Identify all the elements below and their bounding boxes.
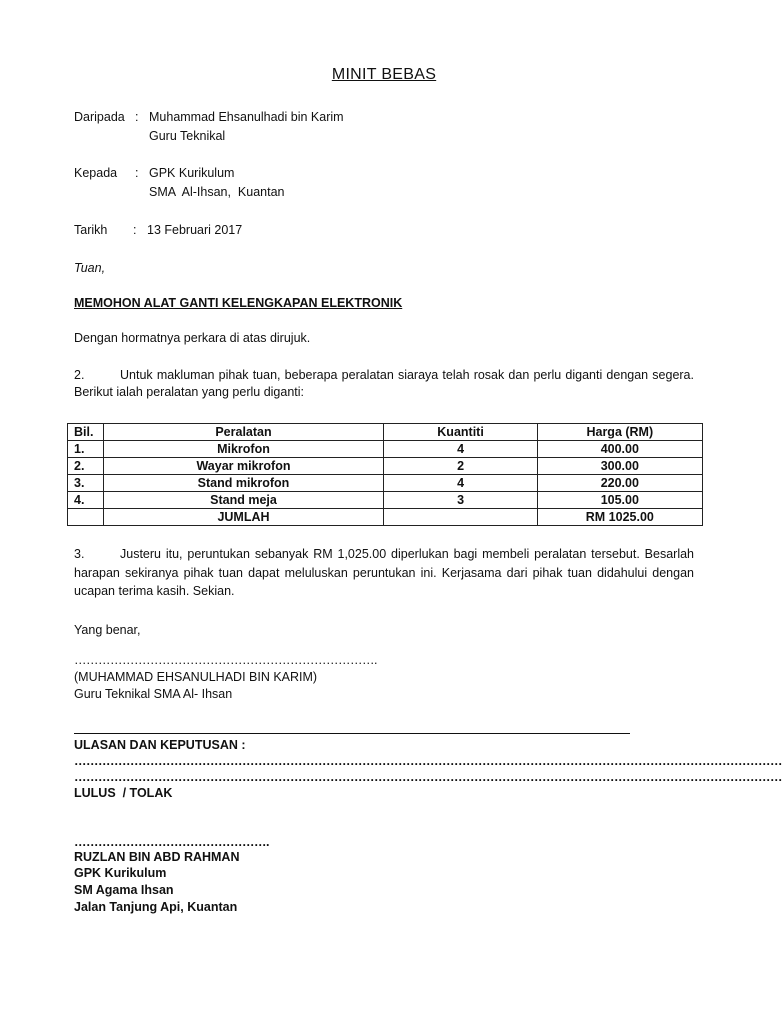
row-quantity: 4 — [384, 441, 537, 458]
subject-heading: MEMOHON ALAT GANTI KELENGKAPAN ELEKTRONIK — [74, 296, 403, 310]
row-item: Stand mikrofon — [103, 475, 384, 492]
row-price: 400.00 — [537, 441, 702, 458]
row-quantity: 3 — [384, 492, 537, 509]
opening-paragraph: Dengan hormatnya perkara di atas dirujuk. — [74, 331, 311, 345]
table-header-row — [68, 424, 703, 441]
from-position: Guru Teknikal — [149, 129, 226, 143]
approver-school: SM Agama Ihsan — [74, 883, 174, 897]
total-empty-cell — [68, 509, 104, 526]
table-total-row — [68, 509, 703, 526]
table-row — [68, 441, 703, 458]
date-separator: : — [133, 223, 137, 237]
to-separator: : — [135, 166, 139, 180]
date-value: 13 Februari 2017 — [147, 223, 243, 237]
equipment-table — [67, 423, 703, 526]
paragraph-3-number: 3. — [74, 547, 85, 561]
total-empty-cell — [384, 509, 537, 526]
row-quantity: 2 — [384, 458, 537, 475]
row-price: 105.00 — [537, 492, 702, 509]
to-label: Kepada — [74, 166, 118, 180]
row-bil: 1. — [68, 441, 104, 458]
document-title: MINIT BEBAS — [331, 66, 437, 83]
paragraph-2-number: 2. — [74, 368, 85, 382]
row-price: 300.00 — [537, 458, 702, 475]
header-harga: Harga (RM) — [537, 424, 702, 441]
approver-name: RUZLAN BIN ABD RAHMAN — [74, 850, 240, 864]
row-item: Mikrofon — [103, 441, 384, 458]
row-bil: 3. — [68, 475, 104, 492]
row-bil: 4. — [68, 492, 104, 509]
salutation: Tuan, — [74, 261, 106, 275]
total-value: RM 1025.00 — [537, 509, 702, 526]
row-price: 220.00 — [537, 475, 702, 492]
signature-line: …………………………………………………………………. — [74, 653, 377, 667]
paragraph-2-text: Untuk makluman pihak tuan, beberapa peralatan siaraya telah rosak dan perlu diganti dengan segera. Berikut ialah peralatan yang perlu diganti: — [74, 368, 694, 399]
header-kuantiti: Kuantiti — [384, 424, 537, 441]
row-bil: 2. — [68, 458, 104, 475]
signatory-name: (MUHAMMAD EHSANULHADI BIN KARIM) — [74, 670, 318, 684]
separator-line — [74, 733, 630, 734]
from-name: Muhammad Ehsanulhadi bin Karim — [149, 110, 344, 124]
header-bil: Bil. — [68, 424, 104, 441]
paragraph-2 — [74, 367, 694, 401]
review-line-1: …………………………………………………………………………………………………………………………………………………………… — [74, 754, 782, 768]
from-label: Daripada — [74, 110, 125, 124]
to-name: GPK Kurikulum — [149, 166, 235, 180]
approver-position: GPK Kurikulum — [74, 866, 167, 880]
paragraph-3 — [74, 545, 694, 601]
row-item: Stand meja — [103, 492, 384, 509]
header-peralatan: Peralatan — [103, 424, 384, 441]
total-label: JUMLAH — [103, 509, 384, 526]
from-separator: : — [135, 110, 139, 124]
table-row — [68, 492, 703, 509]
paragraph-3-text: Justeru itu, peruntukan sebanyak RM 1,025.00 diperlukan bagi membeli peralatan tersebut. Besarlah harapan sekiranya pihak tuan dapat meluluskan peruntukan ini. Kerjasama dari pihak tuan didahului dengan ucapan terima kasih. Sekian. — [74, 547, 694, 598]
to-place: SMA Al-Ihsan, Kuantan — [149, 185, 285, 199]
review-heading: ULASAN DAN KEPUTUSAN : — [74, 738, 246, 752]
signatory-title: Guru Teknikal SMA Al- Ihsan — [74, 687, 233, 701]
row-quantity: 4 — [384, 475, 537, 492]
review-line-2: …………………………………………………………………………………………………………………………………………………………… — [74, 770, 782, 784]
table-row — [68, 475, 703, 492]
closing: Yang benar, — [74, 623, 141, 637]
approver-signature-line: …………………………………………. — [74, 835, 269, 849]
approver-address: Jalan Tanjung Api, Kuantan — [74, 900, 238, 914]
row-item: Wayar mikrofon — [103, 458, 384, 475]
date-label: Tarikh — [74, 223, 108, 237]
table-row — [68, 458, 703, 475]
decision-text: LULUS / TOLAK — [74, 786, 173, 800]
